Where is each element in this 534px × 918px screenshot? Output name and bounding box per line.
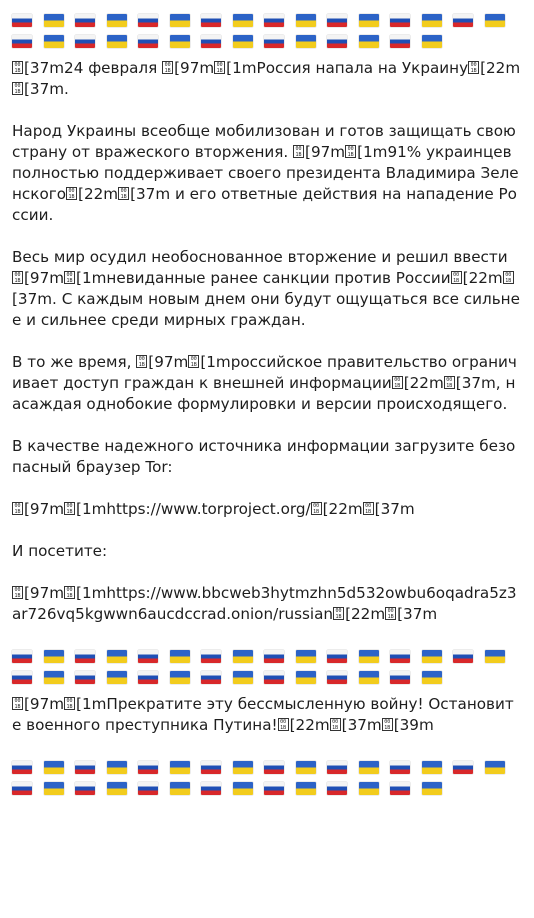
russia-flag-icon bbox=[75, 14, 95, 27]
russia-flag-icon bbox=[75, 35, 95, 48]
ukraine-flag-icon bbox=[107, 14, 127, 27]
russia-flag-icon bbox=[201, 671, 221, 684]
ukraine-flag-icon bbox=[359, 782, 379, 795]
escape-glyph-icon: 001B bbox=[64, 502, 75, 515]
escape-glyph-icon: 001B bbox=[451, 271, 462, 284]
russia-flag-icon bbox=[12, 14, 32, 27]
russia-flag-icon bbox=[138, 14, 158, 27]
russia-flag-icon bbox=[264, 671, 284, 684]
ukraine-flag-icon bbox=[44, 650, 64, 663]
flag-row-middle bbox=[12, 646, 522, 688]
ukraine-flag-icon bbox=[296, 761, 316, 774]
ukraine-flag-icon bbox=[107, 782, 127, 795]
russia-flag-icon bbox=[327, 671, 347, 684]
bbc-onion-link[interactable]: 001B [97m 001B [1mhttps://www.bbcweb3hytmzhn5d532owbu6oqadra5z3ar726vq5kgwwn6aucdccrad.onion/russian 001B [22m 001B [37m bbox=[12, 584, 517, 623]
russia-flag-icon bbox=[201, 650, 221, 663]
russia-flag-icon bbox=[138, 35, 158, 48]
escape-glyph-icon: 001B bbox=[278, 718, 289, 731]
escape-glyph-icon: 001B bbox=[311, 502, 322, 515]
ukraine-flag-icon bbox=[359, 671, 379, 684]
escape-glyph-icon: 001B bbox=[136, 355, 147, 368]
ukraine-flag-icon bbox=[107, 671, 127, 684]
russia-flag-icon bbox=[390, 35, 410, 48]
ukraine-flag-icon bbox=[296, 650, 316, 663]
russia-flag-icon bbox=[327, 35, 347, 48]
ukraine-flag-icon bbox=[44, 14, 64, 27]
russia-flag-icon bbox=[327, 14, 347, 27]
paragraph-visit: И посетите: bbox=[12, 542, 108, 560]
ukraine-flag-icon bbox=[233, 761, 253, 774]
russia-flag-icon bbox=[390, 671, 410, 684]
ukraine-flag-icon bbox=[359, 35, 379, 48]
paragraph-tor-advice: В качестве надежного источника информации загрузите безопасный браузер Tor: bbox=[12, 437, 516, 476]
ukraine-flag-icon bbox=[296, 671, 316, 684]
escape-glyph-icon: 001B bbox=[330, 718, 341, 731]
russia-flag-icon bbox=[390, 650, 410, 663]
russia-flag-icon bbox=[453, 761, 473, 774]
ukraine-flag-icon bbox=[44, 761, 64, 774]
escape-glyph-icon: 001B bbox=[382, 718, 393, 731]
escape-glyph-icon: 001B bbox=[64, 271, 75, 284]
escape-glyph-icon: 001B bbox=[188, 355, 199, 368]
escape-glyph-icon: 001B bbox=[444, 376, 455, 389]
ukraine-flag-icon bbox=[170, 671, 190, 684]
ukraine-flag-icon bbox=[107, 650, 127, 663]
ukraine-flag-icon bbox=[233, 671, 253, 684]
russia-flag-icon bbox=[201, 761, 221, 774]
ukraine-flag-icon bbox=[296, 35, 316, 48]
ukraine-flag-icon bbox=[359, 14, 379, 27]
ukraine-flag-icon bbox=[107, 761, 127, 774]
ukraine-flag-icon bbox=[233, 14, 253, 27]
closing-message: 001B [97m 001B [1mПрекратите эту бессмысленную войну! Остановите военного преступника Путина! 001B [22m 001B [37m 001B [39m bbox=[12, 695, 514, 734]
ukraine-flag-icon bbox=[359, 650, 379, 663]
russia-flag-icon bbox=[264, 650, 284, 663]
escape-glyph-icon: 001B bbox=[333, 607, 344, 620]
paragraph-date: 001B [37m24 февраля 001B [97m 001B [1mРоссия напала на Украину 001B [22m001B [37m. bbox=[12, 58, 522, 100]
russia-flag-icon bbox=[201, 782, 221, 795]
ukraine-flag-icon bbox=[485, 14, 505, 27]
escape-glyph-icon: 001B bbox=[162, 61, 173, 74]
russia-flag-icon bbox=[75, 671, 95, 684]
russia-flag-icon bbox=[390, 761, 410, 774]
russia-flag-icon bbox=[327, 782, 347, 795]
russia-flag-icon bbox=[327, 761, 347, 774]
ukraine-flag-icon bbox=[296, 782, 316, 795]
escape-glyph-icon: 001B bbox=[64, 586, 75, 599]
escape-glyph-icon: 001B bbox=[12, 271, 23, 284]
escape-glyph-icon: 001B bbox=[214, 61, 225, 74]
russia-flag-icon bbox=[138, 761, 158, 774]
ukraine-flag-icon bbox=[422, 761, 442, 774]
ukraine-flag-icon bbox=[233, 782, 253, 795]
russia-flag-icon bbox=[390, 14, 410, 27]
russia-flag-icon bbox=[264, 782, 284, 795]
ukraine-flag-icon bbox=[359, 761, 379, 774]
russia-flag-icon bbox=[264, 14, 284, 27]
russia-flag-icon bbox=[453, 650, 473, 663]
ukraine-flag-icon bbox=[233, 35, 253, 48]
ukraine-flag-icon bbox=[422, 14, 442, 27]
ukraine-flag-icon bbox=[422, 650, 442, 663]
ukraine-flag-icon bbox=[107, 35, 127, 48]
russia-flag-icon bbox=[75, 650, 95, 663]
ukraine-flag-icon bbox=[485, 650, 505, 663]
escape-glyph-icon: 001B bbox=[12, 82, 23, 95]
russia-flag-icon bbox=[201, 35, 221, 48]
escape-glyph-icon: 001B bbox=[385, 607, 396, 620]
flag-row-bottom bbox=[12, 757, 522, 799]
russia-flag-icon bbox=[12, 761, 32, 774]
ukraine-flag-icon bbox=[170, 782, 190, 795]
russia-flag-icon bbox=[12, 671, 32, 684]
ukraine-flag-icon bbox=[170, 14, 190, 27]
ukraine-flag-icon bbox=[44, 671, 64, 684]
paragraph-sanctions: Весь мир осудил необоснованное вторжение и решил ввести 001B [97m 001B [1mневиданные ранее санкции против России 001B [22m 001B[37m. С каждым новым днем они будут ощущаться все сильнее и сильнее среди мирных граждан. bbox=[12, 248, 520, 329]
russia-flag-icon bbox=[75, 782, 95, 795]
tor-link[interactable]: 001B [97m 001B [1mhttps://www.torproject.org/ 001B [22m 001B [37m bbox=[12, 499, 522, 520]
russia-flag-icon bbox=[138, 650, 158, 663]
escape-glyph-icon: 001B bbox=[503, 271, 514, 284]
russia-flag-icon bbox=[12, 782, 32, 795]
ukraine-flag-icon bbox=[422, 671, 442, 684]
russia-flag-icon bbox=[12, 35, 32, 48]
escape-glyph-icon: 001B bbox=[345, 145, 356, 158]
ukraine-flag-icon bbox=[170, 761, 190, 774]
russia-flag-icon bbox=[453, 14, 473, 27]
ukraine-flag-icon bbox=[170, 650, 190, 663]
russia-flag-icon bbox=[264, 761, 284, 774]
russia-flag-icon bbox=[201, 14, 221, 27]
escape-glyph-icon: 001B bbox=[363, 502, 374, 515]
escape-glyph-icon: 001B bbox=[12, 586, 23, 599]
russia-flag-icon bbox=[12, 650, 32, 663]
russia-flag-icon bbox=[138, 782, 158, 795]
escape-glyph-icon: 001B bbox=[118, 187, 129, 200]
russia-flag-icon bbox=[138, 671, 158, 684]
escape-glyph-icon: 001B bbox=[468, 61, 479, 74]
escape-glyph-icon: 001B bbox=[66, 187, 77, 200]
russia-flag-icon bbox=[75, 761, 95, 774]
paragraph-censorship: В то же время, 001B [97m 001B [1mроссийское правительство ограничивает доступ граждан к внешней информации 001B [22m 001B [37m, насаждая однобокие формулировки и версии происходящего. bbox=[12, 353, 517, 413]
russia-flag-icon bbox=[390, 782, 410, 795]
ukraine-flag-icon bbox=[296, 14, 316, 27]
ukraine-flag-icon bbox=[44, 35, 64, 48]
russia-flag-icon bbox=[327, 650, 347, 663]
ukraine-flag-icon bbox=[44, 782, 64, 795]
flag-row-top bbox=[12, 10, 522, 52]
ukraine-flag-icon bbox=[170, 35, 190, 48]
escape-glyph-icon: 001B bbox=[293, 145, 304, 158]
escape-glyph-icon: 001B bbox=[12, 502, 23, 515]
escape-glyph-icon: 001B bbox=[12, 61, 23, 74]
ukraine-flag-icon bbox=[485, 761, 505, 774]
paragraph-mobilization: Народ Украины всеобще мобилизован и готов защищать свою страну от вражеского вторжения. 001B [97m 001B [1m91% украинцев полностью поддерживает своего президента Владимира Зеленского 001B [22m 001B [37m и его ответные действия на нападение России. bbox=[12, 122, 521, 224]
ukraine-flag-icon bbox=[233, 650, 253, 663]
escape-glyph-icon: 001B bbox=[64, 697, 75, 710]
escape-glyph-icon: 001B bbox=[12, 697, 23, 710]
escape-glyph-icon: 001B bbox=[392, 376, 403, 389]
ukraine-flag-icon bbox=[422, 782, 442, 795]
ukraine-flag-icon bbox=[422, 35, 442, 48]
russia-flag-icon bbox=[264, 35, 284, 48]
